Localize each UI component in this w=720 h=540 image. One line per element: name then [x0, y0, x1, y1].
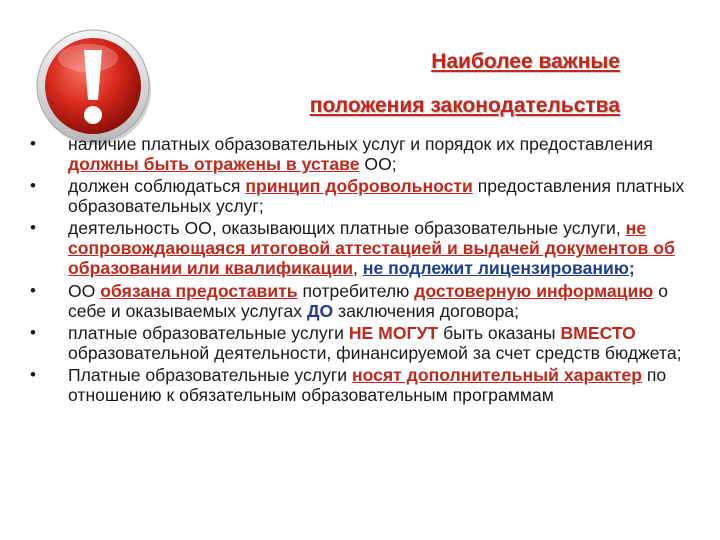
- list-item: [30, 218, 702, 278]
- item-text: деятельность ОО, оказывающих платные образовательные услуги,: [68, 218, 626, 239]
- item-emphasis-blue: ДО: [306, 300, 334, 321]
- item-emphasis: должны быть отражены в уставе: [68, 154, 360, 174]
- list-item: [30, 176, 702, 216]
- item-text: по отношению к обязательным образовательным программам: [68, 364, 667, 405]
- item-emphasis: НЕ МОГУТ: [348, 322, 439, 343]
- list-item: [30, 365, 702, 405]
- list-item: [30, 323, 702, 363]
- list-item: [30, 134, 702, 174]
- item-text: заключения договора;: [333, 300, 520, 321]
- item-text: о себе и оказываемых услугах: [68, 280, 668, 321]
- item-emphasis: ВМЕСТО: [560, 322, 636, 343]
- item-text: быть оказаны: [438, 322, 561, 343]
- item-emphasis: не сопровождающаяся итоговой аттестацией и выдачей документов об образовании или квалификации: [68, 218, 675, 279]
- item-text: должен соблюдаться: [68, 176, 246, 197]
- item-text: наличие платных образовательных услуг и порядок их предоставления: [68, 134, 653, 154]
- item-text: платные образовательные услуги: [68, 322, 349, 343]
- exclamation-icon: [33, 26, 153, 146]
- item-emphasis: принцип добровольности: [245, 176, 473, 197]
- page-title: [190, 40, 620, 128]
- title-line-1: Наиболее важные: [431, 50, 620, 73]
- item-text: ОО;: [359, 154, 397, 174]
- item-emphasis-blue: не подлежит лицензированию;: [362, 258, 635, 279]
- item-text: предоставления платных образовательных услуг;: [68, 176, 685, 217]
- item-emphasis: достоверную информацию: [414, 280, 654, 301]
- item-text: потребителю: [297, 280, 415, 301]
- title-line-2: положения законодательства: [309, 94, 620, 117]
- item-emphasis: обязана предоставить: [100, 280, 298, 301]
- provisions-list: [30, 134, 702, 407]
- item-text: ,: [353, 258, 363, 279]
- item-text: образовательной деятельности, финансируемой за счет средств бюджета;: [68, 342, 682, 363]
- item-text: ОО: [68, 280, 101, 301]
- item-emphasis: носят дополнительный характер: [351, 364, 642, 385]
- list-item: [30, 281, 702, 321]
- item-text: Платные образовательные услуги: [68, 364, 352, 385]
